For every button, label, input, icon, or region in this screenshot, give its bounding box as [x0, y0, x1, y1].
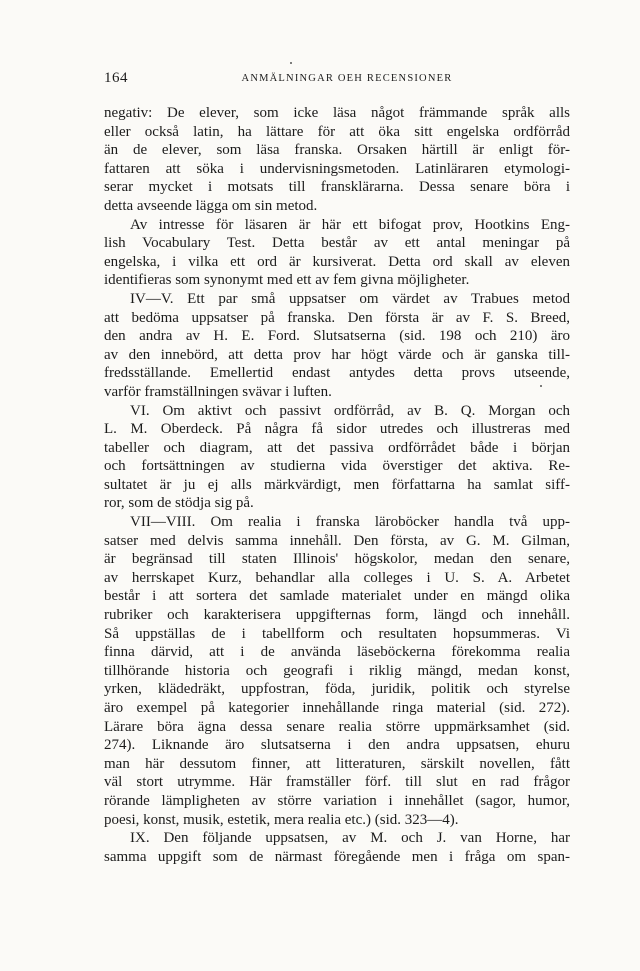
- text-line: L. M. Oberdeck. På några få sidor utredes och illustreras med: [104, 421, 570, 438]
- text-line: negativ: De elever, som icke läsa något främmande språk alls: [104, 105, 570, 121]
- text-line: rörande lämpligheten av större variation i innehållet (sagor, humor,: [104, 792, 570, 809]
- text-line: och fortsättningen av studierna vida överstiger det aktiva. Re-: [104, 458, 570, 475]
- text-line: av herrskapet Kurz, behandlar alla colleges i U. S. A. Arbetet: [104, 569, 570, 586]
- paper-speck: [290, 62, 292, 64]
- running-head: ANMÄLNINGAR OEH RECENSIONER: [241, 73, 453, 84]
- text-line: IX. Den följande uppsatsen, av M. och J. van Horne, har: [130, 830, 570, 847]
- page-header: [104, 70, 570, 92]
- text-line: identifieras som synonymt med ett av fem givna möjligheter.: [104, 272, 470, 289]
- text-line: är begränsad till staten Illinois' högskolor, medan den senare,: [104, 551, 570, 568]
- text-line: äro exempel på kategorier innehållande ringa material (sid. 272).: [104, 700, 570, 716]
- text-line: varför framställningen svävar i luften.: [104, 383, 332, 400]
- text-line: väl stort utrymme. Här framställer förf. till slut en rad frågor: [104, 774, 570, 791]
- text-line: VI. Om aktivt och passivt ordförråd, av B. Q. Morgan och: [130, 402, 570, 419]
- body-text: [104, 104, 570, 866]
- text-line: Lärare böra ägna dessa senare realia större uppmärksamhet (sid.: [104, 718, 570, 735]
- text-line: IV—V. Ett par små uppsatser om värdet av Trabues metod: [130, 290, 570, 307]
- text-line: tabeller och diagram, att det passiva ordförrådet både i början: [104, 439, 570, 456]
- text-line: fredsställande. Emellertid endast antydes detta provs utseende,: [104, 365, 570, 382]
- text-line: man här dessutom finner, att litteraturen, särskilt novellen, fått: [104, 755, 570, 772]
- text-line: eller också latin, ha lättare för att öka sitt engelska ordförråd: [104, 123, 570, 140]
- text-line: satser med delvis samma innehåll. Den första, av G. M. Gilman,: [104, 532, 570, 549]
- text-line: den andra av H. E. Ford. Slutsatserna (sid. 198 och 210) äro: [104, 328, 570, 345]
- page-number: 164: [104, 70, 128, 86]
- text-line: ror, som de stödja sig på.: [104, 495, 254, 512]
- text-line: än de elever, som läsa franska. Orsaken härtill är enligt för-: [104, 142, 570, 159]
- text-line: lish Vocabulary Test. Detta består av ett antal meningar på: [104, 235, 570, 252]
- text-line: detta avseende lägga om sin metod.: [104, 197, 318, 214]
- text-line: rubriker och karakterisera uppgifternas form, längd och innehåll.: [104, 607, 570, 624]
- text-line: sultatet är ju ej alls märkvärdigt, men författarna ha samlat siff-: [104, 476, 570, 493]
- text-line: poesi, konst, musik, estetik, mera realia etc.) (sid. 323—4).: [104, 811, 459, 828]
- text-line: 274). Liknande äro slutsatserna i den andra uppsatsen, ehuru: [104, 737, 570, 754]
- text-line: Av intresse för läsaren är här ett bifogat prov, Hootkins Eng-: [130, 216, 570, 233]
- text-line: VII—VIII. Om realia i franska läroböcker handla två upp-: [130, 514, 570, 531]
- text-line: samma uppgift som de närmast föregående men i fråga om span-: [104, 848, 570, 865]
- text-line: yrken, klädedräkt, uppfostran, föda, juridik, politik och styrelse: [104, 681, 570, 698]
- text-line: består i att sortera det samlade materialet under en mängd olika: [104, 588, 570, 605]
- text-line: finna därvid, att i de använda läseböckerna förekomma realia: [104, 644, 570, 661]
- text-line: tillhörande historia och geografi i riklig mängd, medan konst,: [104, 662, 570, 679]
- text-line: Så uppställas de i tabellform och resultaten hopsummeras. Vi: [104, 625, 570, 642]
- text-line: av den innebörd, att detta prov har högt värde och är ganska till-: [104, 346, 570, 363]
- text-line: fattaren att söka i undervisningsmetoden. Latinläraren etymologi-: [104, 160, 570, 177]
- text-line: serar mycket i motsats till fransklärarna. Dessa senare böra i: [104, 179, 570, 196]
- text-line: att bedöma uppsatser på franska. Den första är av F. S. Breed,: [104, 309, 570, 326]
- text-line: engelska, i vilka ett ord är kursiverat. Detta ord skall av eleven: [104, 253, 570, 270]
